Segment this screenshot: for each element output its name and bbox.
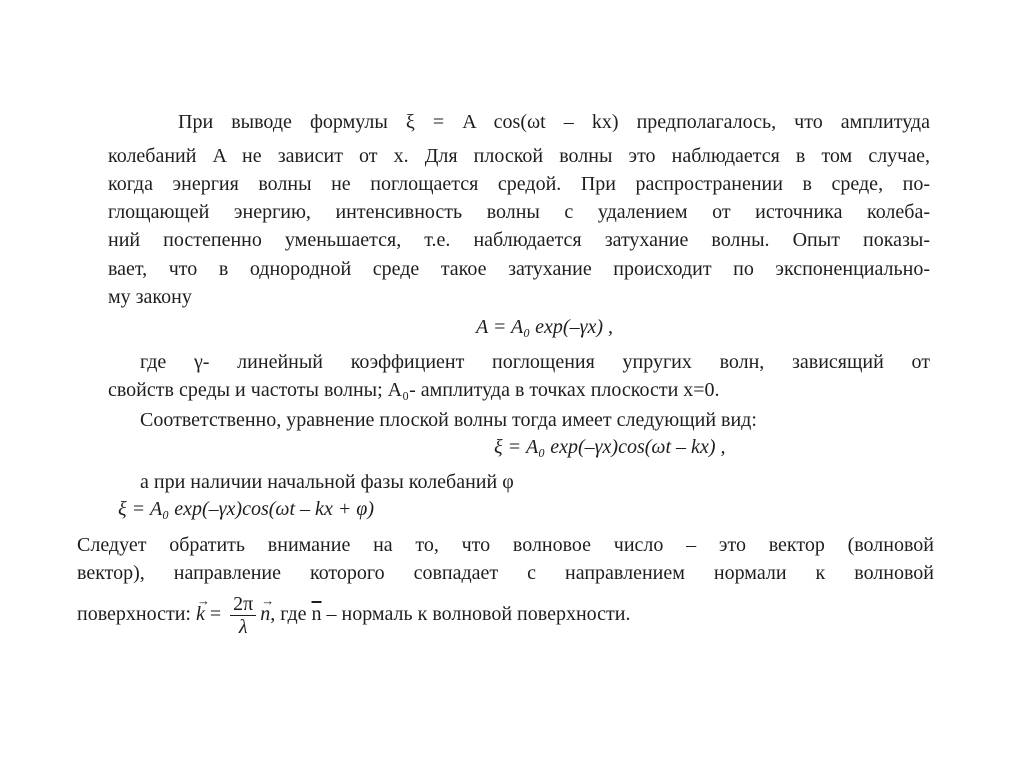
- paragraph-1-line-1: При выводе формулы ξ = A cos(ωt – kx) предполагалось, что амплитуда: [178, 111, 930, 133]
- fraction-numerator: 2π: [230, 593, 256, 616]
- line-3-start-text: поверхности:: [77, 603, 196, 625]
- paragraph-5-line-2: вектор), направление которого совпадает с направлением нормали к волновой: [77, 562, 934, 584]
- formula-plane-wave-phase: ξ = A₀ exp(–γx)cos(ωt – kx + φ): [118, 498, 375, 520]
- paragraph-5-line-1: Следует обратить внимание на то, что волновое число – это вектор (волновой: [77, 534, 934, 556]
- equals-sign: =: [204, 603, 227, 625]
- paragraph-1-line-3: когда энергия волны не поглощается средой. При распространении в среде, по-: [108, 173, 930, 195]
- line-3-tail-text: – нормаль к волновой поверхности.: [321, 603, 631, 625]
- line-3-middle-text: , где: [270, 603, 312, 625]
- formula-plane-wave-damped: ξ = A₀ exp(–γx)cos(ωt – kx) ,: [494, 436, 726, 458]
- wave-vector-symbol: → k: [196, 592, 205, 636]
- fraction-2pi-over-lambda: [230, 593, 256, 638]
- paragraph-1-line-7: му закону: [108, 286, 192, 308]
- normal-symbol-text: $\overline{n}$: [311, 603, 322, 625]
- paragraph-3: Соответственно, уравнение плоской волны тогда имеет следующий вид:: [140, 409, 757, 431]
- paragraph-5-line-3: [77, 592, 631, 638]
- paragraph-1-line-4: глощающей энергию, интенсивность волны с удалением от источника колеба-: [108, 201, 930, 223]
- paragraph-2-line-1: где γ- линейный коэффициент поглощения упругих волн, зависящий от: [140, 351, 930, 373]
- paragraph-4: а при наличии начальной фазы колебаний φ: [140, 471, 514, 493]
- paragraph-1-line-2: колебаний A не зависит от x. Для плоской волны это наблюдается в том случае,: [108, 145, 930, 167]
- paragraph-2-line-2: свойств среды и частоты волны; A₀- амплитуда в точках плоскости x=0.: [108, 379, 720, 401]
- fraction-denominator: λ: [238, 615, 248, 638]
- formula-amplitude-decay: A = A₀ exp(–γx) ,: [476, 316, 613, 338]
- paragraph-1-line-5: ний постепенно уменьшается, т.е. наблюдается затухание волны. Опыт показы-: [108, 229, 930, 251]
- normal-vector-symbol: → n: [260, 592, 270, 636]
- paragraph-1-line-6: вает, что в однородной среде такое затухание происходит по экспоненциально-: [108, 258, 930, 280]
